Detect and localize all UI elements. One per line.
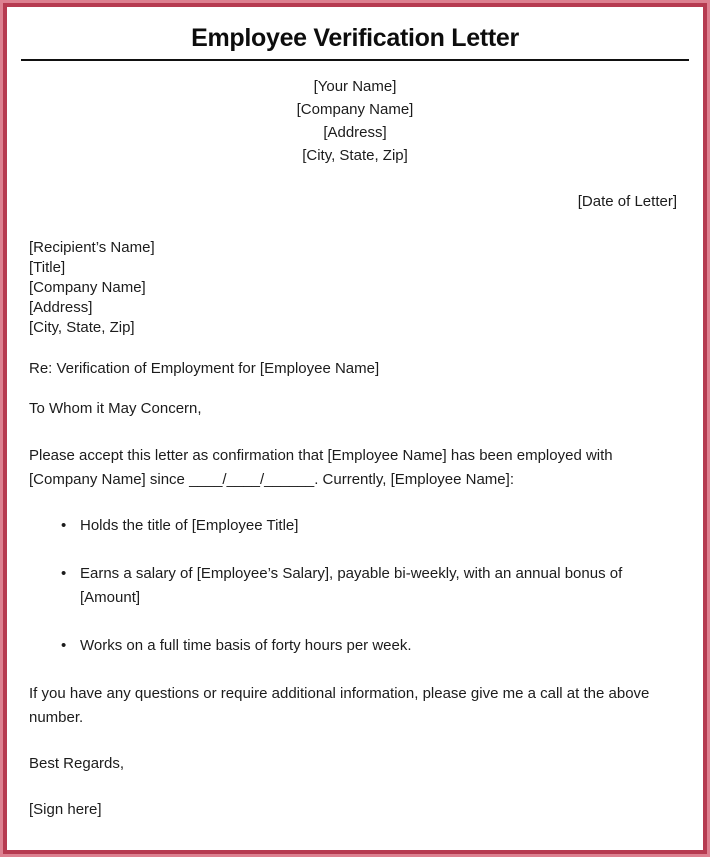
sender-address: [Address] [323,124,387,141]
sender-name: [Your Name] [313,78,397,95]
recipient-name: [Recipient’s Name] [29,239,155,256]
list-item-text: Holds the title of [Employee Title] [80,517,299,534]
employment-details-list [29,514,681,658]
bullet-icon: • [61,517,67,534]
body-paragraph-line: [Company Name] since ____/____/______. Currently, [Employee Name]: [29,471,514,488]
recipient-address: [Address] [29,299,93,316]
date-line: [Date of Letter] [577,193,677,210]
list-item [29,514,681,538]
list-item [29,634,681,658]
sender-city-state-zip: [City, State, Zip] [302,147,408,164]
subject-line: Re: Verification of Employment for [Employee Name] [29,360,380,377]
list-item-text: [Amount] [80,589,141,606]
sender-address-block [29,75,681,167]
page-title: Employee Verification Letter [191,24,519,52]
sender-company: [Company Name] [296,101,414,118]
recipient-company: [Company Name] [29,279,146,296]
bullet-icon: • [61,565,67,582]
letter-header [21,7,689,61]
list-item [29,562,681,610]
signature-placeholder: [Sign here] [29,801,102,818]
bullet-icon: • [61,637,67,654]
closing-paragraph-line: If you have any questions or require additional information, please give me a call at the above [29,685,650,702]
salutation: To Whom it May Concern, [29,400,202,417]
body-paragraph-line: Please accept this letter as confirmation that [Employee Name] has been employed with [29,447,613,464]
recipient-title: [Title] [29,259,66,276]
closing-paragraph-line: number. [29,709,84,726]
recipient-address-block [29,238,681,338]
letter-page-inner [3,3,707,854]
list-item-text: Works on a full time basis of forty hours per week. [80,637,412,654]
closing-paragraph [29,682,681,730]
sign-off: Best Regards, [29,755,125,772]
body-paragraph [29,444,681,492]
recipient-city-state-zip: [City, State, Zip] [29,319,135,336]
list-item-text: Earns a salary of [Employee’s Salary], payable bi-weekly, with an annual bonus of [80,565,623,582]
